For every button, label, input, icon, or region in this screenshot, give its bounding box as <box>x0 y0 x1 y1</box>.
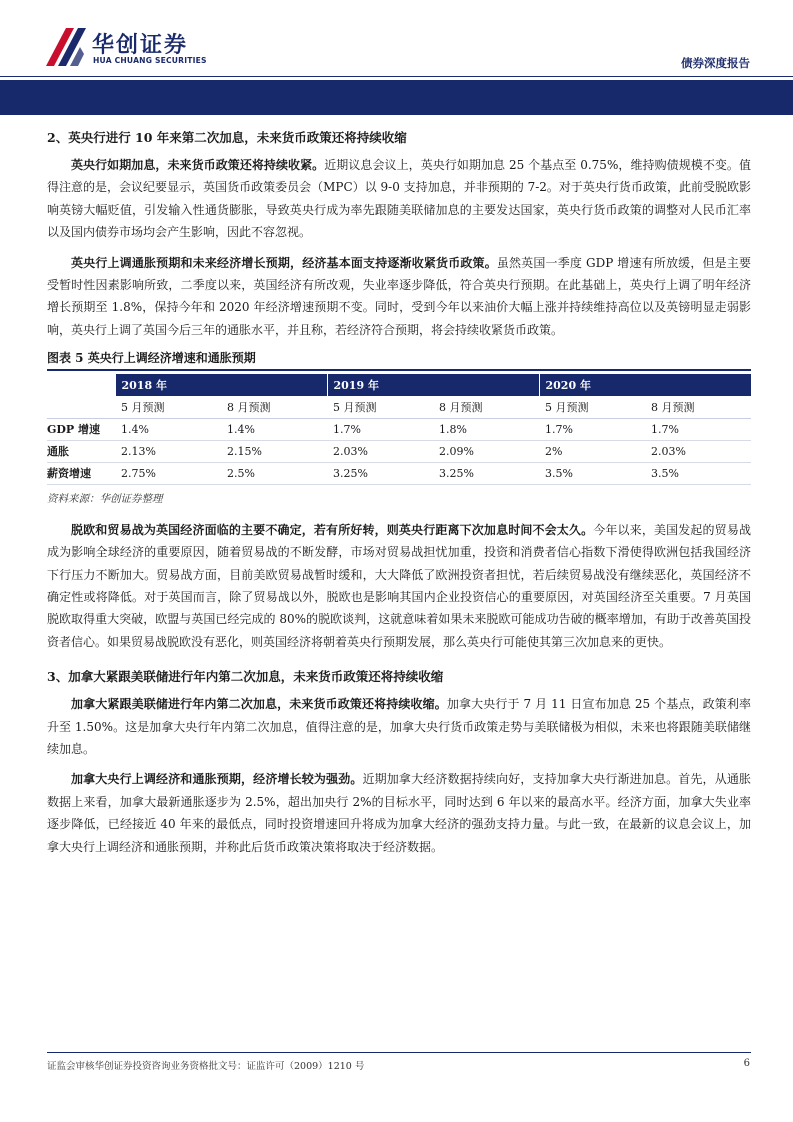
table-row-label: 通胀 <box>47 440 115 462</box>
paragraph-lead: 加拿大紧跟美联储进行年内第二次加息，未来货币政策还将持续收缩。 <box>71 697 447 712</box>
table-cell: 1.7% <box>539 418 645 440</box>
logo-mark-icon <box>46 26 88 66</box>
table-cell: 3.5% <box>539 462 645 484</box>
paragraph-text: 近期加拿大经济数据持续向好，支持加拿大央行渐进加息。首先，从通胀数据上来看，加拿大最新通胀逐步为 2.5%，超出加央行 2%的目标水平，同时达到 6 年以来的最高水平。经济方面，加拿大失业率逐步降低，已经接近 40 年来的最低点，同时投资增速回升将成为加拿大经济的强劲支持力量。与此一致，在最新的议息会议上，加拿大央行上调经济和通胀预期，并称此后货币政策决策将取决于经济数据。 <box>47 772 751 854</box>
section-2-paragraph-1 <box>47 154 751 244</box>
table-cell: 2.09% <box>433 440 539 462</box>
table-year-header: 2020 年 <box>539 374 751 396</box>
table-subheader-row <box>47 396 751 418</box>
table-year-header: 2018 年 <box>115 374 327 396</box>
footer-license-text: 证监会审核华创证券投资咨询业务资格批文号：证监许可（2009）1210 号 <box>47 1061 365 1072</box>
figure-5-table <box>47 374 751 485</box>
table-cell: 2.13% <box>115 440 221 462</box>
table-corner-cell <box>47 396 115 418</box>
table-cell: 2.75% <box>115 462 221 484</box>
table-row-label: 薪资增速 <box>47 462 115 484</box>
table-subheader: 8 月预测 <box>221 396 327 418</box>
table-year-header-row <box>47 374 751 396</box>
table-row <box>47 462 751 484</box>
section-3-paragraph-1 <box>47 693 751 760</box>
table-cell: 2% <box>539 440 645 462</box>
page-number: 6 <box>743 1058 750 1069</box>
table-cell: 2.5% <box>221 462 327 484</box>
table-subheader: 5 月预测 <box>539 396 645 418</box>
page-header <box>0 0 793 115</box>
table-subheader: 8 月预测 <box>645 396 751 418</box>
document-body <box>47 125 751 866</box>
table-cell: 1.7% <box>645 418 751 440</box>
table-cell: 2.15% <box>221 440 327 462</box>
table-cell: 1.7% <box>327 418 433 440</box>
table-cell: 1.4% <box>115 418 221 440</box>
table-cell: 2.03% <box>327 440 433 462</box>
table-year-header: 2019 年 <box>327 374 539 396</box>
section-3-paragraph-2 <box>47 768 751 858</box>
logo-english-name: HUA CHUANG SECURITIES <box>93 56 207 65</box>
paragraph-lead: 英央行上调通胀预期和未来经济增长预期，经济基本面支持逐渐收紧货币政策。 <box>71 255 497 270</box>
table-corner-cell <box>47 374 115 396</box>
table-cell: 2.03% <box>645 440 751 462</box>
section-2-paragraph-2 <box>47 252 751 342</box>
paragraph-lead: 英央行如期加息，未来货币政策还将持续收紧。 <box>71 158 325 172</box>
logo-chinese-name: 华创证券 <box>92 33 189 58</box>
company-logo <box>46 26 216 70</box>
paragraph-lead: 脱欧和贸易战为英国经济面临的主要不确定，若有所好转，则英央行距离下次加息时间不会太久。 <box>71 522 594 537</box>
footer-divider <box>47 1052 751 1053</box>
header-divider <box>0 76 793 77</box>
figure-5-title: 图表 5 英央行上调经济增速和通胀预期 <box>47 349 751 371</box>
table-row <box>47 440 751 462</box>
section-2-title: 2、英央行进行 10 年来第二次加息，未来货币政策还将持续收缩 <box>47 130 407 145</box>
table-cell: 1.8% <box>433 418 539 440</box>
table-subheader: 5 月预测 <box>327 396 433 418</box>
paragraph-text: 今年以来，美国发起的贸易战成为影响全球经济的重要原因，随着贸易战的不断发酵，市场对贸易战担忧加重，投资和消费者信心指数下滑使得欧洲包括我国经济下行压力不断加大。贸易战方面，目前美欧贸易战暂时缓和，大大降低了欧洲投资者担忧，若后续贸易战没有继续恶化，英国经济不确定性或将降低。对于英国而言，除了贸易战以外，脱欧也是影响其国内企业投资信心的重要原因，对英国经济至关重要。7 月英国脱欧取得重大突破，欧盟与英国已经完成的 80%的脱欧谈判，这就意味着如果未来脱欧可能成功告破的概率增加，有助于改善英国投资者信心。如果贸易战脱欧没有恶化，则英国经济将朝着英央行预期发展，那么英央行可能使其第三次加息来的更快。 <box>47 522 751 649</box>
paragraph-lead: 加拿大央行上调经济和通胀预期，经济增长较为强劲。 <box>71 772 363 787</box>
table-cell: 3.5% <box>645 462 751 484</box>
table-row <box>47 418 751 440</box>
table-subheader: 5 月预测 <box>115 396 221 418</box>
table-cell: 1.4% <box>221 418 327 440</box>
table-cell: 3.25% <box>433 462 539 484</box>
table-subheader: 8 月预测 <box>433 396 539 418</box>
header-band <box>0 80 793 115</box>
section-3-title: 3、加拿大紧跟美联储进行年内第二次加息，未来货币政策还将持续收缩 <box>47 669 444 685</box>
paragraph-text: 近期议息会议上，英央行如期加息 25 个基点至 0.75%，维持购债规模不变。值得注意的是，会议纪要显示，英国货币政策委员会（MPC）以 9-0 支持加息，并非预期的 7-2。对于英央行货币政策，此前受脱欧影响英镑大幅贬值，引发输入性通货膨胀，导致英央行成为率先跟随美联储加息的主要发达国家，英央行货币政策的调整对人民币汇率以及国内债券市场均会产生影响，因此不容忽视。 <box>47 158 751 240</box>
paragraph-text: 虽然英国一季度 GDP 增速有所放缓，但是主要受暂时性因素影响所致，二季度以来，英国经济有所改观，失业率逐步降低，符合英央行预期。在此基础上，英央行上调了明年经济增长预期至 1.8%，保持今年和 2020 年经济增速预期不变。同时，受到今年以来油价大幅上涨并持续维持高位以及英镑明显走弱影响，英央行上调了英国今后三年的通胀水平，并且称，若经济符合预期，将会持续收紧货币政策。 <box>47 255 751 337</box>
paragraph-text: 加拿大央行于 7 月 11 日宣布加息 25 个基点，政策利率升至 1.50%。这是加拿大央行年内第二次加息，值得注意的是，加拿大央行货币政策走势与美联储极为相似，未来也将跟随美联储继续加息。 <box>47 697 751 756</box>
table-row-label: GDP 增速 <box>47 418 115 440</box>
report-type-label: 债券深度报告 <box>681 56 750 70</box>
section-2-paragraph-3 <box>47 519 751 653</box>
figure-5-source: 资料来源：华创证券整理 <box>47 492 163 505</box>
table-cell: 3.25% <box>327 462 433 484</box>
